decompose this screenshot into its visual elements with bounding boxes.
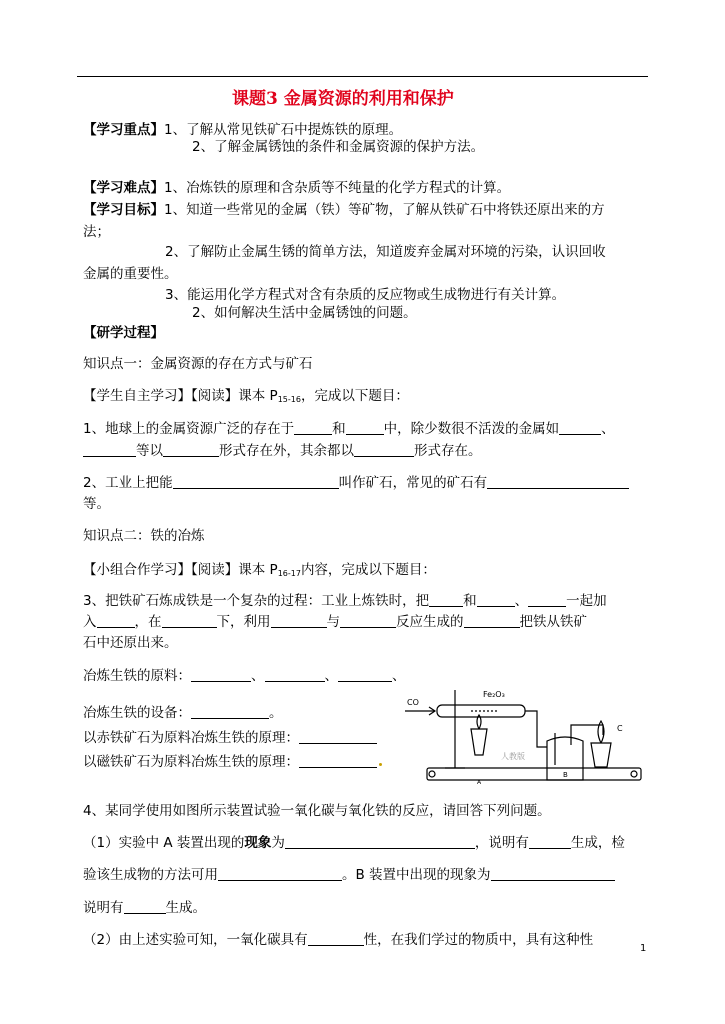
blank[interactable]	[559, 421, 601, 435]
blank[interactable]	[299, 754, 377, 768]
co-label: CO	[407, 698, 419, 707]
q3-text-3: 、	[514, 593, 529, 609]
q4-1-text-1: （1）实验中 A 装置出现的	[83, 835, 245, 851]
process-label: 【研学过程】	[83, 325, 164, 341]
question-4-1-line-3	[83, 899, 206, 917]
blank[interactable]	[487, 475, 629, 489]
blank[interactable]	[429, 593, 463, 607]
q1-text-7: 形式存在。	[414, 443, 482, 459]
stray-mark	[379, 763, 382, 766]
q4-1-bold: 现象	[244, 835, 272, 851]
group-study-suffix: 内容，完成以下题目：	[300, 562, 436, 578]
question-4: 4、某同学使用如图所示装置试验一氧化碳与氧化铁的反应，请回答下列问题。	[83, 803, 551, 819]
question-3-line-2	[83, 613, 587, 631]
knowledge-point-1: 知识点一：金属资源的存在方式与矿石	[83, 356, 313, 372]
objectives-label: 【学习目标】	[83, 202, 164, 218]
difficulties-line	[83, 179, 510, 197]
equipment-line	[83, 704, 283, 722]
blank[interactable]	[191, 705, 269, 719]
blank[interactable]	[218, 867, 342, 881]
q3-text-7: 下，利用	[216, 614, 271, 630]
question-1-line-2	[83, 442, 482, 460]
key-points-line-1	[83, 121, 402, 139]
magnetite-label: 以磁铁矿石为原料冶炼生铁的原理：	[83, 754, 299, 770]
question-2-line-1	[83, 474, 629, 492]
burner-a	[471, 729, 487, 755]
blank[interactable]	[162, 614, 217, 628]
q2-text-2: 叫作矿石，常见的矿石有	[338, 475, 488, 491]
blank[interactable]	[163, 443, 219, 457]
blank[interactable]	[265, 668, 325, 682]
objective-2a: 2、了解防止金属生锈的简单方法，知道废弃金属对环境的污染，认识回收	[165, 244, 606, 260]
outlet-tube	[525, 711, 547, 747]
q4-2-text-2: 性，在我们学过的物质中，具有这种性	[363, 932, 594, 948]
q4-1-text-4: 生成，检	[570, 835, 625, 851]
apparatus-diagram	[405, 685, 645, 785]
q1-text-4: 、	[601, 421, 615, 437]
magnetite-line	[83, 753, 377, 771]
blank[interactable]	[285, 835, 475, 849]
label-a: A	[477, 779, 482, 785]
q1-text-6: 形式存在外，其余都以	[219, 443, 354, 459]
blank[interactable]	[299, 730, 377, 744]
group-study-prefix: 【小组合作学习】【阅读】课本 P	[83, 562, 278, 578]
key-points-label: 【学习重点】	[83, 122, 164, 138]
label-b: B	[563, 771, 568, 779]
q3-text-4: 一起加	[566, 593, 607, 609]
blank[interactable]	[528, 593, 566, 607]
q3-text-9: 反应生成的	[396, 614, 464, 630]
objective-1a: 1、知道一些常见的金属（铁）等矿物，了解从铁矿石中将铁还原出来的方	[164, 202, 605, 218]
blank[interactable]	[464, 614, 520, 628]
header-rule	[77, 76, 648, 77]
raw-materials-line	[83, 667, 406, 685]
objective-2b: 金属的重要性。	[83, 266, 178, 282]
blank[interactable]	[294, 421, 332, 435]
base-knob-right	[631, 771, 637, 777]
q4-1-text-8: 生成。	[165, 900, 206, 916]
page-number: 1	[640, 943, 647, 954]
blank[interactable]	[529, 835, 571, 849]
difficulties-label: 【学习难点】	[83, 180, 164, 196]
key-point-1: 1、了解从常见铁矿石中提炼铁的原理。	[164, 122, 403, 138]
hematite-line	[83, 729, 377, 747]
blank[interactable]	[173, 475, 339, 489]
q4-1-text-5: 验该生成物的方法可用	[83, 867, 218, 883]
blank[interactable]	[124, 900, 166, 914]
objective-3: 3、能运用化学方程式对含有杂质的反应物或生成物进行有关计算。	[165, 287, 566, 303]
page-title: 课题3 金属资源的利用和保护	[232, 89, 454, 109]
difficulty-1: 1、冶炼铁的原理和含杂质等不纯量的化学方程式的计算。	[164, 180, 511, 196]
q3-text-11: 石中还原出来。	[83, 635, 178, 651]
blank[interactable]	[354, 443, 414, 457]
self-study-prefix: 【学生自主学习】【阅读】课本 P	[83, 388, 278, 404]
q4-1-text-2: 为	[271, 835, 285, 851]
question-4-1-line-2	[83, 866, 615, 884]
equipment-end: 。	[269, 705, 283, 721]
separator: 、	[324, 668, 338, 684]
knowledge-point-2: 知识点二：铁的冶炼	[83, 528, 205, 544]
question-4-2-line	[83, 931, 593, 949]
q4-1-text-7: 说明有	[83, 900, 124, 916]
q3-text-8: 与	[326, 614, 340, 630]
hematite-label: 以赤铁矿石为原料冶炼生铁的原理：	[83, 730, 299, 746]
q2-text-1: 2、工业上把能	[83, 475, 173, 491]
q3-text-2: 和	[463, 593, 477, 609]
raw-materials-label: 冶炼生铁的原料：	[83, 668, 191, 684]
group-study-line	[83, 561, 436, 583]
fe2o3-label: Fe₂O₃	[483, 690, 505, 699]
group-study-pages: 16-17	[277, 569, 301, 578]
q3-text-1: 3、把铁矿石炼成铁是一个复杂的过程：工业上炼铁时，把	[83, 593, 430, 609]
self-study-pages: 15-16	[277, 395, 301, 404]
blank[interactable]	[308, 932, 364, 946]
q1-text-3: 中，除少数很不活泼的金属如	[383, 421, 560, 437]
blank[interactable]	[191, 668, 251, 682]
q4-1-text-3: ，说明有	[474, 835, 529, 851]
blank[interactable]	[338, 668, 392, 682]
q3-text-10: 把铁从铁矿	[519, 614, 587, 630]
watermark: 人教版	[501, 752, 525, 761]
objective-1b: 法；	[83, 224, 110, 240]
q2-text-3: 等。	[83, 496, 110, 512]
q3-text-6: ，在	[134, 614, 162, 630]
equipment-label: 冶炼生铁的设备：	[83, 705, 191, 721]
blank[interactable]	[83, 443, 136, 457]
q1-text-2: 和	[332, 421, 346, 437]
base-board	[427, 768, 641, 780]
blank[interactable]	[340, 614, 396, 628]
base-knob-left	[429, 771, 435, 777]
question-1-line-1	[83, 420, 615, 438]
question-4-1-line-1	[83, 834, 625, 852]
blank[interactable]	[491, 867, 615, 881]
blank[interactable]	[477, 593, 515, 607]
key-point-2: 2、了解金属锈蚀的条件和金属资源的保护方法。	[192, 139, 485, 155]
q4-1-text-6: 。B 装置中出现的现象为	[342, 867, 491, 883]
objective-4: 2、如何解决生活中金属锈蚀的问题。	[192, 305, 417, 321]
q1-text-1: 1、地球上的金属资源广泛的存在于	[83, 421, 295, 437]
separator: 、	[392, 668, 406, 684]
q3-text-5: 入	[83, 614, 97, 630]
label-c: C	[617, 724, 623, 733]
burner-c	[591, 743, 611, 767]
q4-2-text-1: （2）由上述实验可知，一氧化碳具有	[83, 932, 308, 948]
self-study-line	[83, 387, 409, 409]
q1-text-5: 等以	[136, 443, 163, 459]
blank[interactable]	[97, 614, 135, 628]
self-study-suffix: ，完成以下题目：	[300, 388, 409, 404]
objectives-line-1	[83, 201, 605, 219]
question-3-line-1	[83, 592, 607, 610]
separator: 、	[251, 668, 265, 684]
blank[interactable]	[271, 614, 327, 628]
blank[interactable]	[346, 421, 384, 435]
